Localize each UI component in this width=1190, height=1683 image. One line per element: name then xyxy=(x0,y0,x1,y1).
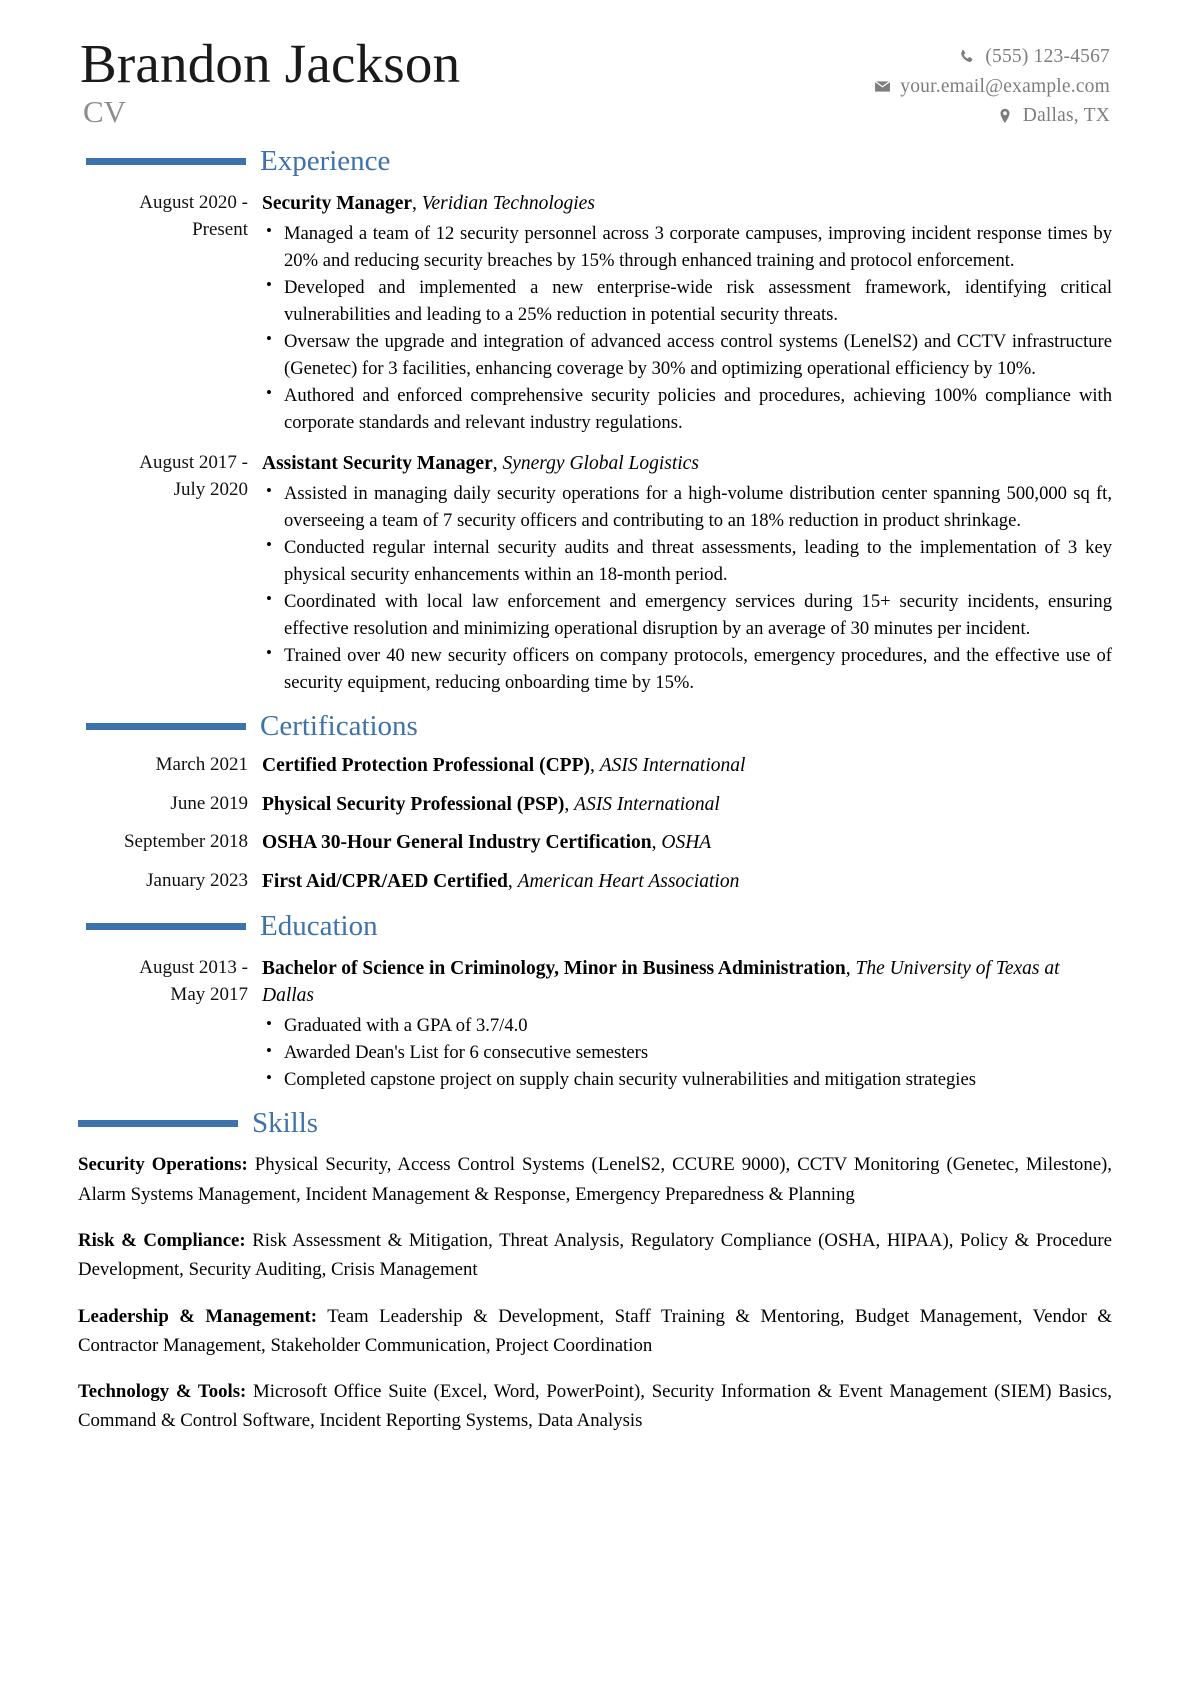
skill-items: Microsoft Office Suite (Excel, Word, PowerPoint), Security Information & Event Management (SIEM) Basics, Command & Control Software, Incident Reporting Systems, Data Analysis xyxy=(78,1381,1112,1432)
section-header-certifications xyxy=(0,712,1190,741)
date-line: July 2020 xyxy=(173,478,248,500)
document-subtitle: CV xyxy=(83,94,127,130)
list-item: • Completed capstone project on supply chain security vulnerabilities and mitigation strategies xyxy=(262,1066,1112,1093)
certification-name: First Aid/CPR/AED Certified xyxy=(262,871,508,893)
certification-entry xyxy=(0,752,1190,780)
skill-group xyxy=(78,1226,1112,1285)
list-item: • Awarded Dean's List for 6 consecutive semesters xyxy=(262,1039,1112,1066)
experience-entry-date xyxy=(0,450,248,504)
envelope-icon xyxy=(873,77,891,95)
contact-block xyxy=(873,30,1110,131)
section-title-experience: Experience xyxy=(260,144,391,177)
certification-body xyxy=(248,752,1112,780)
list-item: • Conducted regular internal security audits and threat assessments, leading to the implementation of 3 key physical security enhancements within an 18-month period. xyxy=(262,534,1112,588)
experience-entry-heading xyxy=(262,190,1112,218)
date-line: August 2020 - xyxy=(139,191,248,213)
certification-heading xyxy=(262,868,1112,896)
date-line: Present xyxy=(192,218,248,240)
education-entry-heading xyxy=(262,955,1112,1010)
list-item: • Developed and implemented a new enterprise-wide risk assessment framework, identifying critical vulnerabilities and leading to a 25% reduction in potential security threats. xyxy=(262,274,1112,328)
page-title: Brandon Jackson xyxy=(80,33,461,94)
experience-entry xyxy=(0,450,1190,696)
separator: , xyxy=(507,871,518,893)
list-item: • Trained over 40 new security officers on company protocols, emergency procedures, and the effective use of security equipment, reducing onboarding time by 15%. xyxy=(262,642,1112,696)
education-entry xyxy=(0,955,1190,1094)
list-item: • Oversaw the upgrade and integration of advanced access control systems (LenelS2) and CCTV infrastructure (Genetec) for 3 facilities, enhancing coverage by 30% and optimizing operational efficiency by 10%. xyxy=(262,328,1112,382)
skill-category: Risk & Compliance: xyxy=(78,1229,246,1251)
experience-entry-heading xyxy=(262,450,1112,478)
job-organization: Synergy Global Logistics xyxy=(502,452,699,474)
contact-phone[interactable] xyxy=(873,42,1110,72)
institution-name: The University of Texas at Dallas xyxy=(262,957,1060,1007)
certification-date: September 2018 xyxy=(123,831,248,853)
section-rule xyxy=(86,158,246,165)
education-entry-date xyxy=(0,955,248,1009)
experience-bullet-list xyxy=(262,220,1112,436)
phone-icon xyxy=(958,48,976,66)
section-rule xyxy=(86,923,246,930)
certification-issuer: ASIS International xyxy=(599,755,746,776)
list-item: • Assisted in managing daily security operations for a high-volume distribution center spanning 500,000 sq ft, overseeing a team of 7 security officers and contributing to an 18% reduction in product shrinkage. xyxy=(262,480,1112,534)
list-item: • Graduated with a GPA of 3.7/4.0 xyxy=(262,1012,1112,1039)
skill-group xyxy=(78,1377,1112,1436)
certification-heading xyxy=(262,752,1112,780)
skill-category: Security Operations: xyxy=(78,1154,248,1176)
certification-name: Certified Protection Professional (CPP) xyxy=(262,755,590,776)
section-title-certifications: Certifications xyxy=(260,710,418,742)
skill-items: Physical Security, Access Control Systems (LenelS2, CCURE 9000), CCTV Monitoring (Genetec, Milestone), Alarm Systems Management, Incident Management & Response, Emergency Preparedness & Planning xyxy=(78,1154,1112,1205)
skill-items: Team Leadership & Development, Staff Training & Mentoring, Budget Management, Vendor & Contractor Management, Stakeholder Communication, Project Coordination xyxy=(78,1305,1112,1356)
experience-entry-body xyxy=(248,450,1112,696)
skill-category: Leadership & Management: xyxy=(78,1305,318,1327)
date-line: August 2017 - xyxy=(139,451,248,473)
job-position: Security Manager xyxy=(262,192,413,214)
certification-body xyxy=(248,829,1112,857)
section-header-experience xyxy=(0,144,1190,177)
location-pin-icon xyxy=(996,107,1014,125)
certification-name: OSHA 30-Hour General Industry Certification xyxy=(262,832,652,854)
certification-entry xyxy=(0,791,1190,819)
certification-entry xyxy=(0,868,1190,896)
skill-category: Technology & Tools: xyxy=(78,1381,247,1403)
list-item: • Managed a team of 12 security personnel across 3 corporate campuses, improving incident response times by 20% and reducing security breaches by 15% through enhanced training and protocol enforcement. xyxy=(262,220,1112,274)
name-block xyxy=(80,30,460,129)
contact-location[interactable] xyxy=(873,101,1110,131)
section-rule xyxy=(86,723,246,730)
list-item: • Coordinated with local law enforcement and emergency services during 15+ security incidents, ensuring effective resolution and minimizing operational disruption by an average of 30 minutes per incident. xyxy=(262,588,1112,642)
certification-body xyxy=(248,868,1112,896)
experience-entry xyxy=(0,190,1190,436)
certification-entry xyxy=(0,829,1190,857)
section-title-skills: Skills xyxy=(252,1107,319,1140)
separator: , xyxy=(492,452,503,474)
date-line: May 2017 xyxy=(170,983,248,1005)
section-header-education xyxy=(0,909,1190,942)
job-position: Assistant Security Manager xyxy=(262,452,493,474)
date-line: August 2013 - xyxy=(139,956,248,978)
separator: , xyxy=(845,957,856,979)
skills-list xyxy=(0,1150,1190,1436)
education-entry-body xyxy=(248,955,1112,1094)
cv-header xyxy=(0,0,1190,131)
certification-issuer: OSHA xyxy=(661,832,712,854)
certification-date: June 2019 xyxy=(170,792,248,814)
certification-body xyxy=(248,791,1112,819)
separator: , xyxy=(564,793,575,815)
degree-name: Bachelor of Science in Criminology, Minor in Business Administration xyxy=(262,957,846,979)
education-bullet-list xyxy=(262,1012,1112,1093)
certification-heading xyxy=(262,791,1112,819)
experience-bullet-list xyxy=(262,480,1112,696)
certification-heading xyxy=(262,829,1112,857)
contact-email-text: your.email@example.com xyxy=(900,75,1110,97)
section-title-education: Education xyxy=(260,909,378,942)
separator: , xyxy=(412,192,422,214)
experience-entry-date xyxy=(0,190,248,244)
contact-email[interactable] xyxy=(873,72,1110,102)
certification-date: March 2021 xyxy=(155,754,248,775)
certification-name: Physical Security Professional (PSP) xyxy=(262,793,565,815)
skill-group xyxy=(78,1150,1112,1209)
section-header-skills xyxy=(0,1109,1190,1138)
certification-date: January 2023 xyxy=(146,870,248,892)
certification-issuer: American Heart Association xyxy=(517,871,740,893)
experience-entry-body xyxy=(248,190,1112,436)
separator: , xyxy=(651,832,662,854)
contact-location-text: Dallas, TX xyxy=(1022,105,1110,127)
contact-phone-text: (555) 123-4567 xyxy=(985,46,1110,67)
separator: , xyxy=(589,755,600,776)
list-item: • Authored and enforced comprehensive security policies and procedures, achieving 100% compliance with corporate standards and relevant industry regulations. xyxy=(262,382,1112,436)
job-organization: Veridian Technologies xyxy=(421,192,595,214)
skill-items: Risk Assessment & Mitigation, Threat Analysis, Regulatory Compliance (OSHA, HIPAA), Policy & Procedure Development, Security Auditing, Crisis Management xyxy=(78,1229,1113,1281)
skill-group xyxy=(78,1302,1112,1361)
certification-issuer: ASIS International xyxy=(574,793,720,815)
section-rule xyxy=(78,1120,238,1127)
